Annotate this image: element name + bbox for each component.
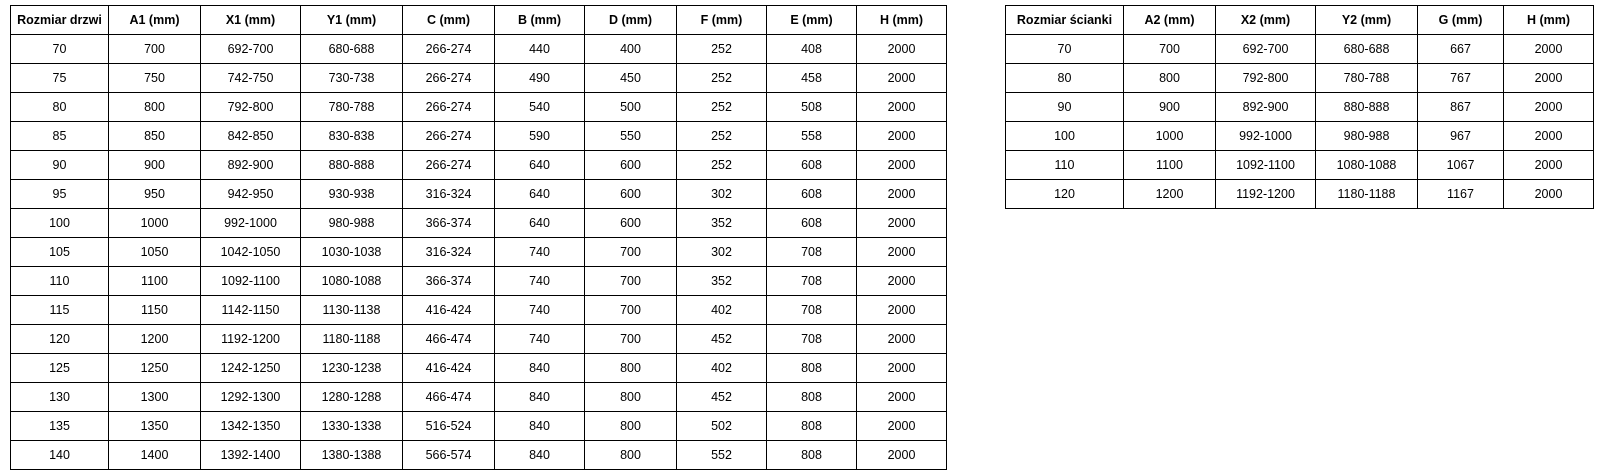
doors-cell: 2000 (857, 383, 947, 412)
table-row (11, 151, 947, 180)
walls-cell: 780-788 (1316, 64, 1418, 93)
doors-cell: 466-474 (403, 325, 495, 354)
doors-cell: 266-274 (403, 64, 495, 93)
walls-cell: 667 (1418, 35, 1504, 64)
walls-cell: 90 (1006, 93, 1124, 122)
walls-column-header: G (mm) (1418, 6, 1504, 35)
doors-cell: 1350 (109, 412, 201, 441)
doors-cell: 252 (677, 35, 767, 64)
doors-cell: 742-750 (201, 64, 301, 93)
doors-cell: 600 (585, 209, 677, 238)
table-row (11, 35, 947, 64)
table-row (1006, 151, 1594, 180)
doors-cell: 400 (585, 35, 677, 64)
table-row (11, 383, 947, 412)
table-row (11, 325, 947, 354)
walls-cell: 2000 (1504, 35, 1594, 64)
doors-cell: 105 (11, 238, 109, 267)
walls-cell: 792-800 (1216, 64, 1316, 93)
doors-cell: 840 (495, 383, 585, 412)
walls-cell: 992-1000 (1216, 122, 1316, 151)
doors-cell: 450 (585, 64, 677, 93)
doors-cell: 590 (495, 122, 585, 151)
doors-cell: 366-374 (403, 267, 495, 296)
doors-cell: 640 (495, 209, 585, 238)
doors-dimensions-table-container (10, 5, 947, 470)
walls-cell: 2000 (1504, 93, 1594, 122)
doors-cell: 90 (11, 151, 109, 180)
walls-cell: 892-900 (1216, 93, 1316, 122)
table-row (11, 296, 947, 325)
doors-cell: 1192-1200 (201, 325, 301, 354)
doors-cell: 252 (677, 93, 767, 122)
doors-cell: 408 (767, 35, 857, 64)
doors-cell: 266-274 (403, 35, 495, 64)
doors-cell: 316-324 (403, 238, 495, 267)
doors-cell: 2000 (857, 354, 947, 383)
doors-cell: 740 (495, 238, 585, 267)
doors-cell: 80 (11, 93, 109, 122)
doors-cell: 880-888 (301, 151, 403, 180)
doors-cell: 1130-1138 (301, 296, 403, 325)
walls-cell: 700 (1124, 35, 1216, 64)
doors-cell: 1250 (109, 354, 201, 383)
table-row (11, 64, 947, 93)
doors-cell: 85 (11, 122, 109, 151)
doors-cell: 808 (767, 354, 857, 383)
doors-cell: 302 (677, 180, 767, 209)
doors-cell: 708 (767, 325, 857, 354)
doors-cell: 2000 (857, 267, 947, 296)
doors-column-header: E (mm) (767, 6, 857, 35)
walls-cell: 767 (1418, 64, 1504, 93)
table-header-row (1006, 6, 1594, 35)
doors-cell: 842-850 (201, 122, 301, 151)
doors-cell: 402 (677, 296, 767, 325)
doors-cell: 75 (11, 64, 109, 93)
doors-cell: 1342-1350 (201, 412, 301, 441)
doors-cell: 640 (495, 151, 585, 180)
doors-cell: 135 (11, 412, 109, 441)
doors-cell: 115 (11, 296, 109, 325)
table-row (1006, 122, 1594, 151)
doors-cell: 266-274 (403, 122, 495, 151)
doors-cell: 930-938 (301, 180, 403, 209)
walls-cell: 680-688 (1316, 35, 1418, 64)
doors-cell: 266-274 (403, 151, 495, 180)
doors-cell: 700 (109, 35, 201, 64)
doors-cell: 352 (677, 267, 767, 296)
doors-cell: 1042-1050 (201, 238, 301, 267)
doors-cell: 840 (495, 412, 585, 441)
doors-cell: 2000 (857, 325, 947, 354)
table-row (11, 412, 947, 441)
doors-cell: 2000 (857, 209, 947, 238)
doors-cell: 640 (495, 180, 585, 209)
walls-cell: 110 (1006, 151, 1124, 180)
walls-cell: 70 (1006, 35, 1124, 64)
doors-cell: 780-788 (301, 93, 403, 122)
doors-cell: 800 (585, 383, 677, 412)
table-row (11, 441, 947, 470)
table-row (11, 122, 947, 151)
doors-column-header: X1 (mm) (201, 6, 301, 35)
doors-cell: 950 (109, 180, 201, 209)
doors-cell: 302 (677, 238, 767, 267)
walls-cell: 1000 (1124, 122, 1216, 151)
table-row (11, 238, 947, 267)
walls-column-header: Y2 (mm) (1316, 6, 1418, 35)
doors-cell: 792-800 (201, 93, 301, 122)
walls-dimensions-table (1005, 5, 1594, 209)
doors-table-body (11, 35, 947, 470)
table-row (11, 93, 947, 122)
walls-cell: 2000 (1504, 151, 1594, 180)
doors-cell: 1200 (109, 325, 201, 354)
doors-cell: 608 (767, 180, 857, 209)
doors-cell: 140 (11, 441, 109, 470)
doors-cell: 808 (767, 412, 857, 441)
doors-column-header: Y1 (mm) (301, 6, 403, 35)
walls-cell: 1100 (1124, 151, 1216, 180)
doors-cell: 740 (495, 296, 585, 325)
doors-cell: 600 (585, 180, 677, 209)
doors-cell: 550 (585, 122, 677, 151)
walls-cell: 1167 (1418, 180, 1504, 209)
doors-cell: 1330-1338 (301, 412, 403, 441)
doors-cell: 2000 (857, 93, 947, 122)
doors-cell: 1080-1088 (301, 267, 403, 296)
doors-cell: 540 (495, 93, 585, 122)
walls-cell: 692-700 (1216, 35, 1316, 64)
walls-column-header: A2 (mm) (1124, 6, 1216, 35)
doors-cell: 708 (767, 267, 857, 296)
walls-table-body (1006, 35, 1594, 209)
doors-cell: 700 (585, 296, 677, 325)
walls-cell: 867 (1418, 93, 1504, 122)
doors-cell: 440 (495, 35, 585, 64)
doors-cell: 558 (767, 122, 857, 151)
doors-cell: 2000 (857, 122, 947, 151)
doors-cell: 1000 (109, 209, 201, 238)
doors-cell: 2000 (857, 35, 947, 64)
walls-cell: 1092-1100 (1216, 151, 1316, 180)
doors-column-header: Rozmiar drzwi (11, 6, 109, 35)
table-row (11, 209, 947, 238)
walls-cell: 967 (1418, 122, 1504, 151)
walls-cell: 1080-1088 (1316, 151, 1418, 180)
walls-cell: 120 (1006, 180, 1124, 209)
doors-cell: 900 (109, 151, 201, 180)
walls-table-header (1006, 6, 1594, 35)
doors-cell: 125 (11, 354, 109, 383)
doors-cell: 1280-1288 (301, 383, 403, 412)
walls-cell: 2000 (1504, 64, 1594, 93)
doors-cell: 252 (677, 151, 767, 180)
walls-cell: 800 (1124, 64, 1216, 93)
doors-cell: 2000 (857, 151, 947, 180)
doors-cell: 2000 (857, 296, 947, 325)
walls-cell: 880-888 (1316, 93, 1418, 122)
doors-cell: 458 (767, 64, 857, 93)
doors-cell: 566-574 (403, 441, 495, 470)
doors-cell: 1400 (109, 441, 201, 470)
doors-cell: 402 (677, 354, 767, 383)
doors-cell: 352 (677, 209, 767, 238)
doors-cell: 452 (677, 325, 767, 354)
doors-table-header (11, 6, 947, 35)
doors-cell: 466-474 (403, 383, 495, 412)
doors-cell: 490 (495, 64, 585, 93)
doors-cell: 416-424 (403, 354, 495, 383)
doors-column-header: D (mm) (585, 6, 677, 35)
walls-cell: 1067 (1418, 151, 1504, 180)
doors-cell: 120 (11, 325, 109, 354)
table-row (1006, 180, 1594, 209)
doors-column-header: A1 (mm) (109, 6, 201, 35)
walls-cell: 2000 (1504, 180, 1594, 209)
doors-cell: 1300 (109, 383, 201, 412)
doors-column-header: C (mm) (403, 6, 495, 35)
doors-cell: 980-988 (301, 209, 403, 238)
doors-cell: 800 (585, 412, 677, 441)
doors-cell: 252 (677, 122, 767, 151)
walls-cell: 80 (1006, 64, 1124, 93)
doors-column-header: H (mm) (857, 6, 947, 35)
walls-cell: 100 (1006, 122, 1124, 151)
walls-column-header: X2 (mm) (1216, 6, 1316, 35)
doors-cell: 840 (495, 441, 585, 470)
doors-cell: 508 (767, 93, 857, 122)
doors-cell: 1100 (109, 267, 201, 296)
walls-cell: 900 (1124, 93, 1216, 122)
doors-cell: 1092-1100 (201, 267, 301, 296)
doors-cell: 708 (767, 238, 857, 267)
doors-cell: 95 (11, 180, 109, 209)
doors-cell: 992-1000 (201, 209, 301, 238)
doors-cell: 100 (11, 209, 109, 238)
doors-cell: 1142-1150 (201, 296, 301, 325)
table-row (11, 354, 947, 383)
doors-cell: 2000 (857, 180, 947, 209)
doors-cell: 1242-1250 (201, 354, 301, 383)
doors-cell: 1180-1188 (301, 325, 403, 354)
doors-cell: 892-900 (201, 151, 301, 180)
doors-cell: 830-838 (301, 122, 403, 151)
walls-column-header: H (mm) (1504, 6, 1594, 35)
walls-cell: 2000 (1504, 122, 1594, 151)
doors-cell: 70 (11, 35, 109, 64)
doors-column-header: B (mm) (495, 6, 585, 35)
doors-cell: 700 (585, 238, 677, 267)
doors-cell: 800 (585, 354, 677, 383)
table-row (1006, 64, 1594, 93)
doors-cell: 110 (11, 267, 109, 296)
doors-cell: 2000 (857, 412, 947, 441)
doors-cell: 1150 (109, 296, 201, 325)
walls-dimensions-table-container (1005, 5, 1594, 209)
walls-cell: 1180-1188 (1316, 180, 1418, 209)
doors-cell: 316-324 (403, 180, 495, 209)
table-row (11, 267, 947, 296)
doors-cell: 942-950 (201, 180, 301, 209)
doors-cell: 1392-1400 (201, 441, 301, 470)
doors-cell: 516-524 (403, 412, 495, 441)
doors-cell: 366-374 (403, 209, 495, 238)
doors-cell: 266-274 (403, 93, 495, 122)
doors-cell: 608 (767, 151, 857, 180)
doors-cell: 600 (585, 151, 677, 180)
doors-cell: 2000 (857, 238, 947, 267)
table-row (1006, 35, 1594, 64)
table-header-row (11, 6, 947, 35)
doors-cell: 608 (767, 209, 857, 238)
doors-dimensions-table (10, 5, 947, 470)
doors-cell: 680-688 (301, 35, 403, 64)
doors-cell: 730-738 (301, 64, 403, 93)
doors-cell: 808 (767, 383, 857, 412)
doors-cell: 130 (11, 383, 109, 412)
doors-cell: 552 (677, 441, 767, 470)
doors-cell: 2000 (857, 64, 947, 93)
doors-cell: 1380-1388 (301, 441, 403, 470)
doors-column-header: F (mm) (677, 6, 767, 35)
doors-cell: 708 (767, 296, 857, 325)
doors-cell: 452 (677, 383, 767, 412)
doors-cell: 1292-1300 (201, 383, 301, 412)
doors-cell: 2000 (857, 441, 947, 470)
doors-cell: 740 (495, 325, 585, 354)
doors-cell: 750 (109, 64, 201, 93)
doors-cell: 700 (585, 325, 677, 354)
doors-cell: 502 (677, 412, 767, 441)
doors-cell: 1030-1038 (301, 238, 403, 267)
doors-cell: 416-424 (403, 296, 495, 325)
doors-cell: 800 (585, 441, 677, 470)
doors-cell: 1050 (109, 238, 201, 267)
doors-cell: 840 (495, 354, 585, 383)
doors-cell: 500 (585, 93, 677, 122)
doors-cell: 800 (109, 93, 201, 122)
table-row (1006, 93, 1594, 122)
doors-cell: 740 (495, 267, 585, 296)
doors-cell: 692-700 (201, 35, 301, 64)
doors-cell: 700 (585, 267, 677, 296)
table-row (11, 180, 947, 209)
walls-cell: 1192-1200 (1216, 180, 1316, 209)
doors-cell: 850 (109, 122, 201, 151)
doors-cell: 252 (677, 64, 767, 93)
walls-cell: 1200 (1124, 180, 1216, 209)
walls-column-header: Rozmiar ścianki (1006, 6, 1124, 35)
doors-cell: 808 (767, 441, 857, 470)
doors-cell: 1230-1238 (301, 354, 403, 383)
walls-cell: 980-988 (1316, 122, 1418, 151)
